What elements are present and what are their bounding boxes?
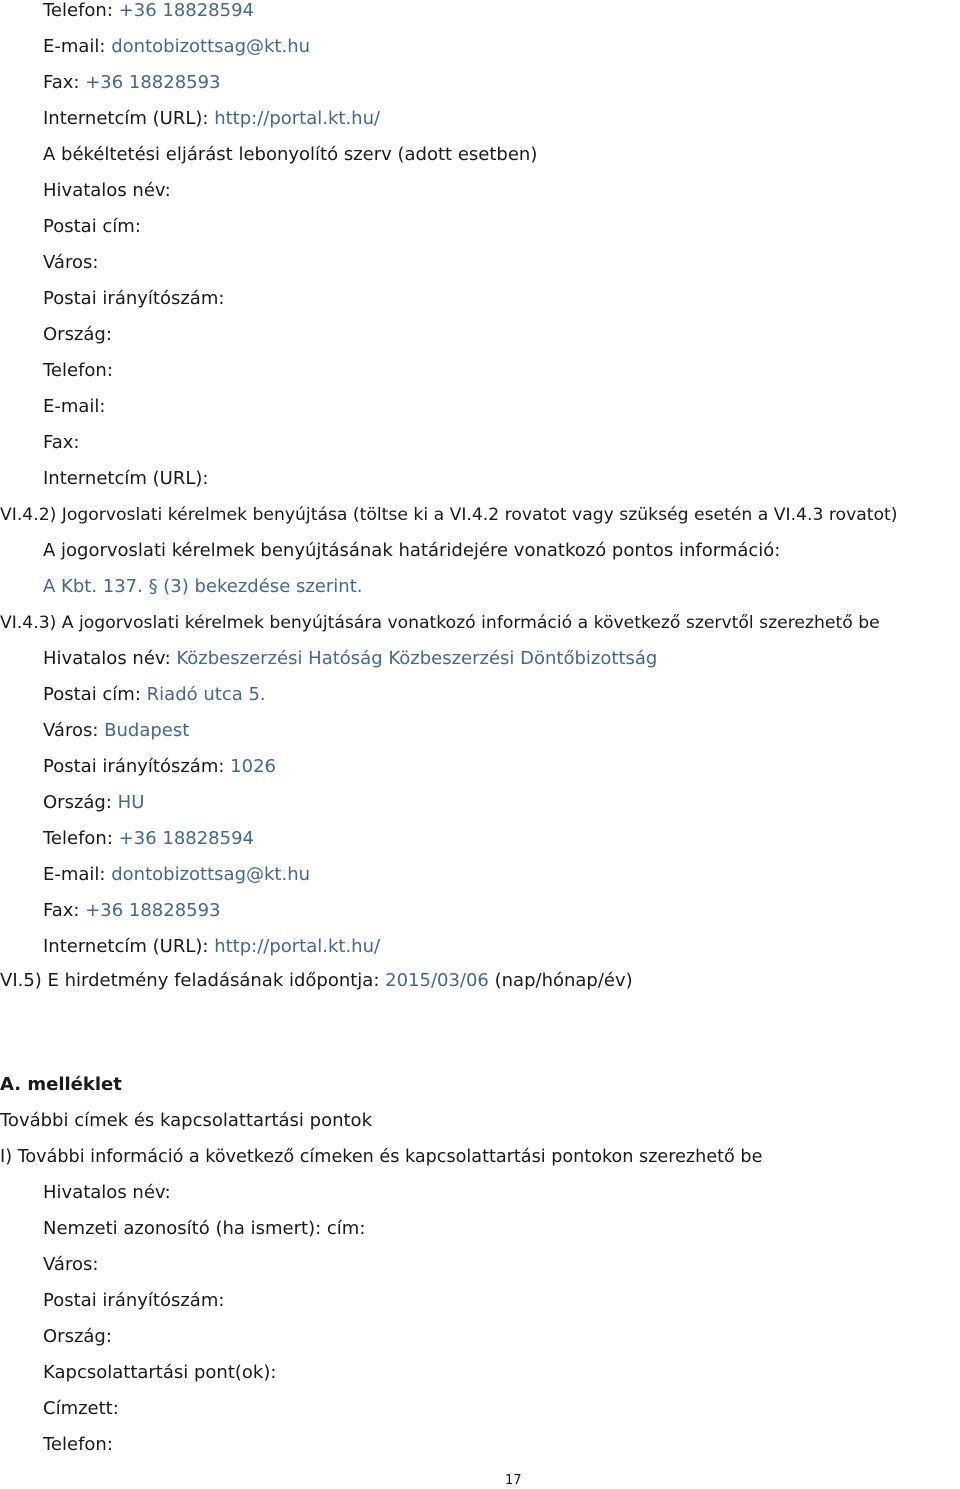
vi43-heading: VI.4.3) A jogorvoslati kérelmek benyújtására vonatkozó információ a következő szervtől szerezhető be — [0, 613, 880, 633]
vi43-email-line — [43, 864, 310, 886]
postal-value: 1026 — [230, 756, 276, 777]
annex-name-label: Hivatalos név: — [43, 1182, 171, 1203]
top-url-line — [43, 108, 380, 130]
annex-subtitle: További címek és kapcsolattartási pontok — [0, 1110, 372, 1131]
fax-label: Fax: — [43, 72, 80, 93]
telefon-label: Telefon: — [43, 0, 113, 21]
fax-value: +36 18828593 — [85, 900, 221, 921]
mediation-tel-label: Telefon: — [43, 360, 113, 381]
vi5-format: (nap/hónap/év) — [494, 970, 633, 991]
fax-value: +36 18828593 — [85, 72, 221, 93]
annex-national-id-label: Nemzeti azonosító (ha ismert): cím: — [43, 1218, 366, 1239]
mediation-address-label: Postai cím: — [43, 216, 141, 237]
annex-postal-label: Postai irányítószám: — [43, 1290, 225, 1311]
telefon-label: Telefon: — [43, 828, 113, 849]
annex-title: A. melléklet — [0, 1074, 122, 1095]
vi43-name-line — [43, 648, 657, 670]
top-telefon-line — [43, 0, 254, 22]
postal-label: Postai irányítószám: — [43, 756, 225, 777]
url-label: Internetcím (URL): — [43, 108, 209, 129]
vi5-line — [0, 970, 633, 992]
mediation-country-label: Ország: — [43, 324, 112, 345]
address-value: Riadó utca 5. — [146, 684, 266, 705]
top-fax-line — [43, 72, 221, 94]
country-value: HU — [117, 792, 145, 813]
mediation-email-label: E-mail: — [43, 396, 106, 417]
vi43-tel-line — [43, 828, 254, 850]
telefon-value: +36 18828594 — [118, 0, 254, 21]
vi42-heading: VI.4.2) Jogorvoslati kérelmek benyújtása (töltse ki a VI.4.2 rovatot vagy szükség esetén a VI.4.3 rovatot) — [0, 505, 898, 525]
url-label: Internetcím (URL): — [43, 936, 209, 957]
vi5-label: VI.5) E hirdetmény feladásának időpontja: — [0, 970, 380, 991]
email-label: E-mail: — [43, 36, 106, 57]
annex-contact-label: Kapcsolattartási pont(ok): — [43, 1362, 277, 1383]
vi42-value: A Kbt. 137. § (3) bekezdése szerint. — [43, 576, 363, 597]
vi43-url-line — [43, 936, 380, 958]
annex-country-label: Ország: — [43, 1326, 112, 1347]
vi5-date: 2015/03/06 — [385, 970, 489, 991]
annex-section: I) További információ a következő címeken és kapcsolattartási pontokon szerezhető be — [0, 1147, 763, 1167]
address-label: Postai cím: — [43, 684, 141, 705]
vi42-sub: A jogorvoslati kérelmek benyújtásának határidejére vonatkozó pontos információ: — [43, 540, 781, 561]
telefon-value: +36 18828594 — [118, 828, 254, 849]
vi43-fax-line — [43, 900, 221, 922]
email-label: E-mail: — [43, 864, 106, 885]
mediation-name-label: Hivatalos név: — [43, 180, 171, 201]
city-label: Város: — [43, 720, 99, 741]
vi43-city-line — [43, 720, 189, 742]
url-link[interactable]: http://portal.kt.hu/ — [214, 108, 381, 129]
email-link[interactable]: dontobizottsag@kt.hu — [111, 36, 311, 57]
annex-recipient-label: Címzett: — [43, 1398, 119, 1419]
vi43-country-line — [43, 792, 144, 814]
vi43-postal-line — [43, 756, 276, 778]
annex-city-label: Város: — [43, 1254, 99, 1275]
name-label: Hivatalos név: — [43, 648, 171, 669]
mediation-postal-label: Postai irányítószám: — [43, 288, 225, 309]
annex-tel-label: Telefon: — [43, 1434, 113, 1455]
country-label: Ország: — [43, 792, 112, 813]
city-value: Budapest — [104, 720, 190, 741]
name-value: Közbeszerzési Hatóság Közbeszerzési Döntőbizottság — [176, 648, 658, 669]
page-number: 17 — [505, 1473, 522, 1488]
mediation-city-label: Város: — [43, 252, 99, 273]
mediation-url-label: Internetcím (URL): — [43, 468, 209, 489]
url-link[interactable]: http://portal.kt.hu/ — [214, 936, 381, 957]
top-email-line — [43, 36, 310, 58]
email-link[interactable]: dontobizottsag@kt.hu — [111, 864, 311, 885]
fax-label: Fax: — [43, 900, 80, 921]
mediation-heading: A békéltetési eljárást lebonyolító szerv (adott esetben) — [43, 144, 538, 165]
mediation-fax-label: Fax: — [43, 432, 80, 453]
vi43-address-line — [43, 684, 266, 706]
